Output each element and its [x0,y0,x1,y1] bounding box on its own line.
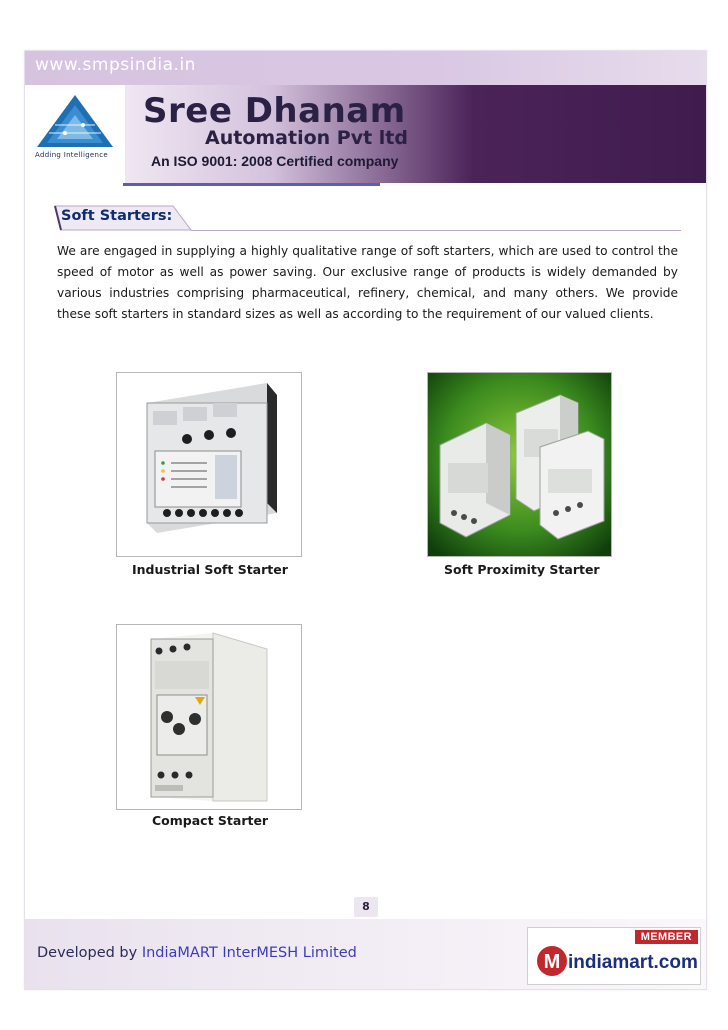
brochure-page [24,50,707,990]
product-image-soft-proximity-starter [427,372,612,557]
section-title: Soft Starters: [61,208,173,224]
header-underline [123,183,380,186]
heading-rule [191,230,681,231]
iso-certification: An ISO 9001: 2008 Certified company [151,153,399,169]
product-caption: Industrial Soft Starter [132,562,288,577]
indiamart-logo-icon [536,944,568,978]
compact-starter-image [117,625,301,809]
developer-credit [37,945,357,961]
product-image-industrial-soft-starter [116,372,302,557]
website-url[interactable]: www.smpsindia.in [35,55,196,75]
member-label: MEMBER [635,930,698,944]
section-description: We are engaged in supplying a highly qualitative range of soft starters, which are used to control the speed of motor as well as power saving. Our exclusive range of products is widely demanded by various industries comprising pharmaceutical, refinery, chemical, and many others. We provide these soft starters in standard sizes as well as according to the requirement of our valued clients. [57,244,678,321]
page-number: 8 [354,897,378,917]
svg-text:M: M [543,951,561,973]
indiamart-member-badge[interactable] [527,927,701,985]
company-subtitle: Automation Pvt ltd [205,127,408,149]
industrial-soft-starter-image [117,373,301,556]
indiamart-brand-text: indiamart.com [568,952,698,973]
triangle-logo-icon [35,93,115,149]
page-footer [25,919,706,989]
product-image-compact-starter [116,624,302,810]
company-logo [25,85,125,183]
header-url-strip [25,51,706,85]
section-heading [53,205,681,231]
product-caption: Compact Starter [152,813,269,828]
company-banner [125,85,706,183]
developed-by-label: Developed by [37,945,138,961]
developer-link[interactable]: IndiaMART InterMESH Limited [141,945,357,961]
page-header [25,51,706,183]
product-caption: Soft Proximity Starter [444,562,600,577]
soft-proximity-starter-image [428,373,611,556]
logo-tagline: Adding Intelligence [35,151,109,159]
company-name: Sree Dhanam [143,91,406,131]
